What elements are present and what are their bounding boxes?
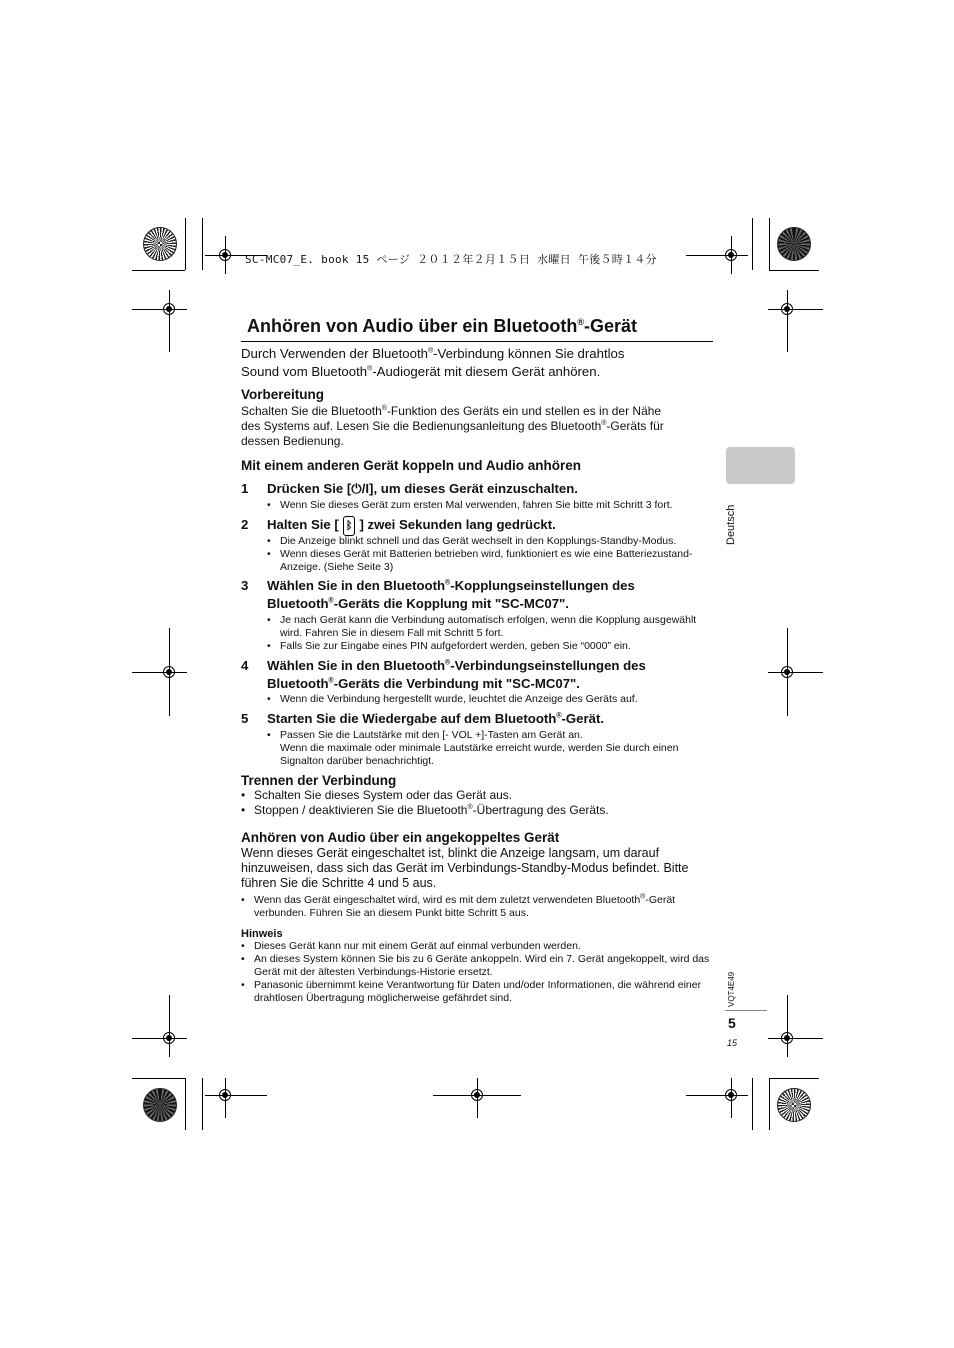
hinweis-section: Hinweis • Dieses Gerät kann nur mit einem Gerät auf einmal verbunden werden. • An dieses System können Sie bis zu 6 Geräte ankoppeln. Wird ein 7. Gerät angekoppelt, wird das Gerät mit der ältesten Verbindungs-Historie ersetzt. • Panasonic übernimmt keine Verantwortung für Daten und/oder Informationen, die während einer drahtlosen Übertragung möglicherweise gefährdet sind. bbox=[241, 928, 711, 1005]
doc-code: VQT4E49 bbox=[727, 971, 736, 1007]
registration-star-icon bbox=[777, 227, 811, 261]
hinweis-heading: Hinweis bbox=[241, 928, 283, 940]
print-header: SC-MC07_E. book 15 ページ ２０１２年２月１５日 水曜日 午後５時１４分 bbox=[245, 253, 657, 266]
language-label: Deutsch bbox=[725, 504, 737, 545]
step-1-notes: • Wenn Sie dieses Gerät zum ersten Mal verwenden, fahren Sie bitte mit Schritt 3 fort. bbox=[267, 499, 711, 512]
trennen-section: Trennen der Verbindung • Schalten Sie dieses System oder das Gerät aus. • Stoppen / deaktivieren Sie die Bluetooth®-Übertragung des Geräts. bbox=[241, 773, 711, 818]
power-icon: ⏻ bbox=[351, 481, 362, 496]
registration-star-icon bbox=[143, 1088, 177, 1122]
gekoppelt-section: Anhören von Audio über ein angekoppeltes Gerät Wenn dieses Gerät eingeschaltet ist, blinkt die Anzeige langsam, um darauf hinzuweisen, dass sich das Gerät im Verbindungs-Standby-Modus befindet. Bitte führen Sie die Schritte 4 und 5 aus. • Wenn das Gerät eingeschaltet wird, wird es mit dem zuletzt verwendeten Bluetooth®-Gerät verbunden. Führen Sie an diesem Punkt bitte Schritt 5 aus. bbox=[241, 830, 711, 920]
step-4-notes: • Wenn die Verbindung hergestellt wurde, leuchtet die Anzeige des Geräts auf. bbox=[267, 693, 711, 706]
section-heading: Vorbereitung bbox=[241, 387, 325, 402]
step-5-notes: • Passen Sie die Lautstärke mit den [- VOL +]-Tasten am Gerät an. Wenn die maximale oder minimale Lautstärke erreicht wurde, werden Sie durch einen Signalton darüber benachrichtigt. bbox=[267, 729, 711, 768]
bluetooth-icon: ᛒ bbox=[343, 516, 356, 536]
step-2-notes: • Die Anzeige blinkt schnell und das Gerät wechselt in den Kopplungs-Standby-Modus. • Wenn dieses Gerät mit Batterien betrieben wird, funktioniert es wie eine Batteriezustand-Anzeige. (Siehe Seite 3) bbox=[267, 535, 711, 574]
vorbereitung-section: Vorbereitung Schalten Sie die Bluetooth®-Funktion des Geräts ein und stellen es in der Nähe des Systems auf. Lesen Sie die Bedienungsanleitung des Bluetooth®-Geräts für dessen Bedienung. bbox=[241, 387, 711, 449]
intro-paragraph: Durch Verwenden der Bluetooth®-Verbindung können Sie drahtlos Sound vom Bluetooth®-Audiogerät mit diesem Gerät anhören. bbox=[241, 346, 625, 379]
folio: 15 bbox=[727, 1038, 738, 1048]
registration-star-icon bbox=[143, 227, 177, 261]
step-3-notes: • Je nach Gerät kann die Verbindung automatisch erfolgen, wenn die Kopplung ausgewählt wird. Fahren Sie in diesem Fall mit Schritt 5 fort. • Falls Sie zur Eingabe eines PIN aufgefordert werden, geben Sie “0000” ein. bbox=[267, 614, 711, 653]
section-heading: Trennen der Verbindung bbox=[241, 773, 397, 788]
title-rule bbox=[241, 341, 713, 342]
registration-star-icon bbox=[777, 1088, 811, 1122]
page-title: Anhören von Audio über ein Bluetooth®-Gerät bbox=[247, 316, 637, 336]
pairing-heading: Mit einem anderen Gerät koppeln und Audio anhören bbox=[241, 458, 582, 473]
page-number: 5 bbox=[728, 1015, 736, 1031]
language-tab bbox=[726, 447, 795, 484]
section-heading: Anhören von Audio über ein angekoppeltes Gerät bbox=[241, 830, 560, 845]
